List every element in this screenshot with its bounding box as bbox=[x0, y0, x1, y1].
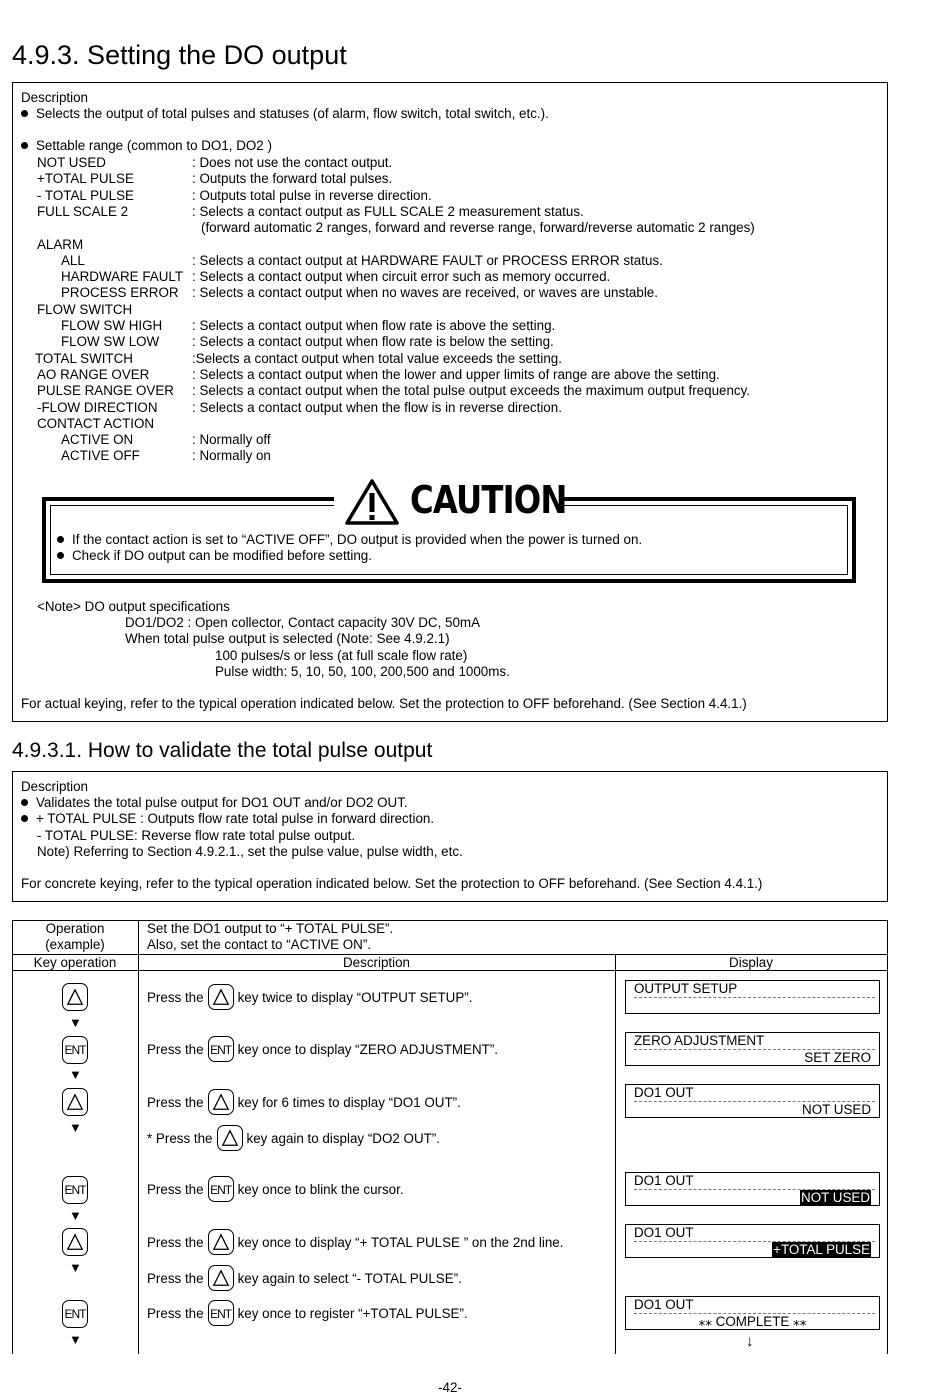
lcd-cursor-value: NOT USED bbox=[801, 1190, 870, 1205]
caution-heading: CAUTION bbox=[410, 478, 567, 522]
step-text: Press the bbox=[147, 1306, 204, 1321]
range-name: - TOTAL PULSE bbox=[37, 187, 134, 203]
note-line: DO1/DO2 : Open collector, Contact capacity 30V DC, 50mA bbox=[125, 615, 481, 630]
lcd-display bbox=[625, 1084, 880, 1118]
lcd-display bbox=[625, 1224, 880, 1258]
keying-note: For concrete keying, refer to the typical operation indicated below. Set the protection to OFF beforehand. (See Section 4.4.1.) bbox=[21, 876, 763, 891]
range-description: : Selects a contact output when flow rate is above the setting. bbox=[192, 318, 556, 333]
step-text: key again to select “- TOTAL PULSE”. bbox=[237, 1271, 462, 1286]
note-line: When total pulse output is selected (Note: See 4.9.2.1) bbox=[125, 631, 450, 646]
subsection-title: 4.9.3.1. How to validate the total pulse output bbox=[12, 739, 433, 762]
operation-text: Set the DO1 output to “+ TOTAL PULSE”. bbox=[147, 921, 394, 936]
column-header-key: Key operation bbox=[33, 955, 117, 970]
range-name: ACTIVE ON bbox=[61, 432, 134, 448]
range-name: NOT USED bbox=[37, 155, 106, 170]
lcd-display bbox=[625, 1296, 880, 1330]
lcd-cursor-value: +TOTAL PULSE bbox=[773, 1242, 870, 1257]
range-description: : Outputs total pulse in reverse direction. bbox=[192, 187, 432, 203]
inline-up-key-icon bbox=[208, 984, 234, 1010]
range-name: FLOW SWITCH bbox=[37, 301, 133, 317]
operation-text: Also, set the contact to “ACTIVE ON”. bbox=[147, 937, 371, 952]
step-text: Press the bbox=[147, 1271, 204, 1286]
warning-triangle-icon bbox=[344, 478, 400, 526]
bullet-validate: Validates the total pulse output for DO1 OUT and/or DO2 OUT. bbox=[21, 795, 408, 811]
range-description: : Selects a contact output when the flow is in reverse direction. bbox=[192, 399, 562, 415]
range-name: AO RANGE OVER bbox=[37, 366, 150, 382]
lcd-line-2: SET ZERO bbox=[804, 1050, 871, 1065]
range-description: (forward automatic 2 ranges, forward and reverse range, forward/reverse automatic 2 ranges) bbox=[201, 220, 755, 236]
range-name: HARDWARE FAULT bbox=[61, 269, 184, 285]
lcd-display bbox=[625, 1032, 880, 1066]
note-line: Pulse width: 5, 10, 50, 100, 200,500 and 1000ms. bbox=[215, 664, 510, 679]
range-name: +TOTAL PULSE bbox=[37, 171, 134, 187]
lcd-display bbox=[625, 1172, 880, 1206]
range-name: PULSE RANGE OVER bbox=[37, 383, 174, 399]
step-text: key once to blink the cursor. bbox=[237, 1182, 404, 1197]
down-arrow-icon: ▼ bbox=[69, 1067, 82, 1082]
operation-label: (example) bbox=[45, 937, 105, 952]
range-description: : Selects a contact output when circuit error such as memory occurred. bbox=[192, 269, 611, 285]
range-description: : Selects a contact output when flow rate is below the setting. bbox=[192, 334, 554, 350]
range-description: :Selects a contact output when total value exceeds the setting. bbox=[192, 350, 562, 366]
keying-note: For actual keying, refer to the typical operation indicated below. Set the protection to OFF beforehand. (See Section 4.4.1.) bbox=[21, 696, 747, 711]
lcd-display bbox=[625, 980, 880, 1014]
down-arrow-icon: ▼ bbox=[69, 1332, 82, 1347]
note-line: 100 pulses/s or less (at full scale flow rate) bbox=[215, 648, 468, 663]
down-arrow-icon: ▼ bbox=[69, 1260, 82, 1275]
range-description: : Outputs the forward total pulses. bbox=[192, 171, 393, 187]
range-name: CONTACT ACTION bbox=[37, 415, 155, 431]
minus-total-pulse-line: - TOTAL PULSE: Reverse flow rate total pulse output. bbox=[37, 828, 356, 843]
step-text: Press the bbox=[147, 990, 204, 1005]
lcd-line-1: DO1 OUT bbox=[634, 1225, 875, 1242]
description-label: Description bbox=[21, 779, 88, 794]
range-name: FLOW SW LOW bbox=[61, 334, 160, 350]
range-name: PROCESS ERROR bbox=[61, 285, 179, 301]
step-text: * Press the bbox=[147, 1131, 213, 1146]
range-name: ALL bbox=[61, 252, 85, 268]
step-text: key once to display “ZERO ADJUSTMENT”. bbox=[237, 1042, 499, 1057]
lcd-line-1: DO1 OUT bbox=[634, 1297, 875, 1314]
lcd-line-2: ⁎⁎ COMPLETE ⁎⁎ bbox=[698, 1314, 807, 1329]
step-text: Press the bbox=[147, 1095, 204, 1110]
range-description: : Does not use the contact output. bbox=[192, 155, 393, 170]
range-name: TOTAL SWITCH bbox=[35, 350, 133, 366]
down-arrow-icon: ▼ bbox=[69, 1120, 82, 1135]
note-title: <Note> DO output specifications bbox=[37, 599, 230, 614]
range-name: FLOW SW HIGH bbox=[61, 318, 163, 333]
operation-label: Operation bbox=[45, 921, 105, 936]
continue-arrow-icon: ↓ bbox=[746, 1333, 754, 1350]
section-title: 4.9.3. Setting the DO output bbox=[12, 40, 347, 70]
step-text: key once to register “+TOTAL PULSE”. bbox=[237, 1306, 468, 1321]
up-key-icon bbox=[62, 1088, 88, 1116]
step-text: key again to display “DO2 OUT”. bbox=[246, 1131, 440, 1146]
range-name: -FLOW DIRECTION bbox=[37, 399, 158, 415]
lcd-line-1: OUTPUT SETUP bbox=[634, 981, 875, 998]
up-key-icon bbox=[62, 1228, 88, 1256]
bullet-settable-range: Settable range (common to DO1, DO2 ) bbox=[21, 138, 272, 154]
step-text: Press the bbox=[147, 1182, 204, 1197]
inline-up-key-icon bbox=[208, 1089, 234, 1115]
inline-ent-key-icon: ENT bbox=[208, 1176, 234, 1202]
column-header-display: Display bbox=[729, 955, 773, 970]
inline-ent-key-icon: ENT bbox=[208, 1300, 234, 1326]
bullet-plus-total-pulse: + TOTAL PULSE : Outputs flow rate total pulse in forward direction. bbox=[21, 811, 434, 827]
inline-up-key-icon bbox=[208, 1229, 234, 1255]
step-text: key once to display “+ TOTAL PULSE ” on the 2nd line. bbox=[237, 1235, 564, 1250]
bullet-description: Selects the output of total pulses and statuses (of alarm, flow switch, total switch, etc.). bbox=[21, 106, 549, 122]
page-number: -42- bbox=[438, 1380, 462, 1395]
lcd-line-1: DO1 OUT bbox=[634, 1085, 875, 1102]
inline-up-key-icon bbox=[208, 1265, 234, 1291]
range-name: ACTIVE OFF bbox=[61, 448, 140, 464]
range-description: : Selects a contact output at HARDWARE FAULT or PROCESS ERROR status. bbox=[192, 252, 663, 268]
down-arrow-icon: ▼ bbox=[69, 1015, 82, 1030]
step-text: Press the bbox=[147, 1235, 204, 1250]
ent-key-icon: ENT bbox=[62, 1036, 88, 1064]
range-name: FULL SCALE 2 bbox=[37, 203, 129, 219]
step-text: key for 6 times to display “DO1 OUT”. bbox=[237, 1095, 461, 1110]
range-description: : Selects a contact output when the lower and upper limits of range are above the setting. bbox=[192, 366, 720, 382]
step-text: key twice to display “OUTPUT SETUP”. bbox=[237, 990, 473, 1005]
range-description: : Selects a contact output when no waves are received, or waves are unstable. bbox=[192, 285, 658, 301]
up-key-icon bbox=[62, 983, 88, 1011]
lcd-line-2: NOT USED bbox=[802, 1102, 871, 1117]
inline-ent-key-icon: ENT bbox=[208, 1036, 234, 1062]
note-line: Note) Referring to Section 4.9.2.1., set the pulse value, pulse width, etc. bbox=[37, 844, 463, 859]
range-description: : Selects a contact output when the total pulse output exceeds the maximum output frequency. bbox=[192, 383, 751, 399]
inline-up-key-icon bbox=[217, 1125, 243, 1151]
range-name: ALARM bbox=[37, 236, 84, 252]
ent-key-icon: ENT bbox=[62, 1300, 88, 1328]
ent-key-icon: ENT bbox=[62, 1176, 88, 1204]
caution-item: If the contact action is set to “ACTIVE OFF”, DO output is provided when the power is turned on. bbox=[57, 532, 642, 548]
column-header-description: Description bbox=[343, 955, 410, 970]
range-description: : Selects a contact output as FULL SCALE 2 measurement status. bbox=[192, 203, 584, 219]
lcd-line-1: DO1 OUT bbox=[634, 1173, 875, 1190]
caution-item: Check if DO output can be modified before setting. bbox=[57, 548, 372, 564]
step-text: Press the bbox=[147, 1042, 204, 1057]
description-label: Description bbox=[21, 90, 88, 105]
lcd-line-1: ZERO ADJUSTMENT bbox=[634, 1033, 875, 1050]
range-description: : Normally off bbox=[192, 432, 271, 448]
down-arrow-icon: ▼ bbox=[69, 1208, 82, 1223]
range-description: : Normally on bbox=[192, 448, 271, 464]
